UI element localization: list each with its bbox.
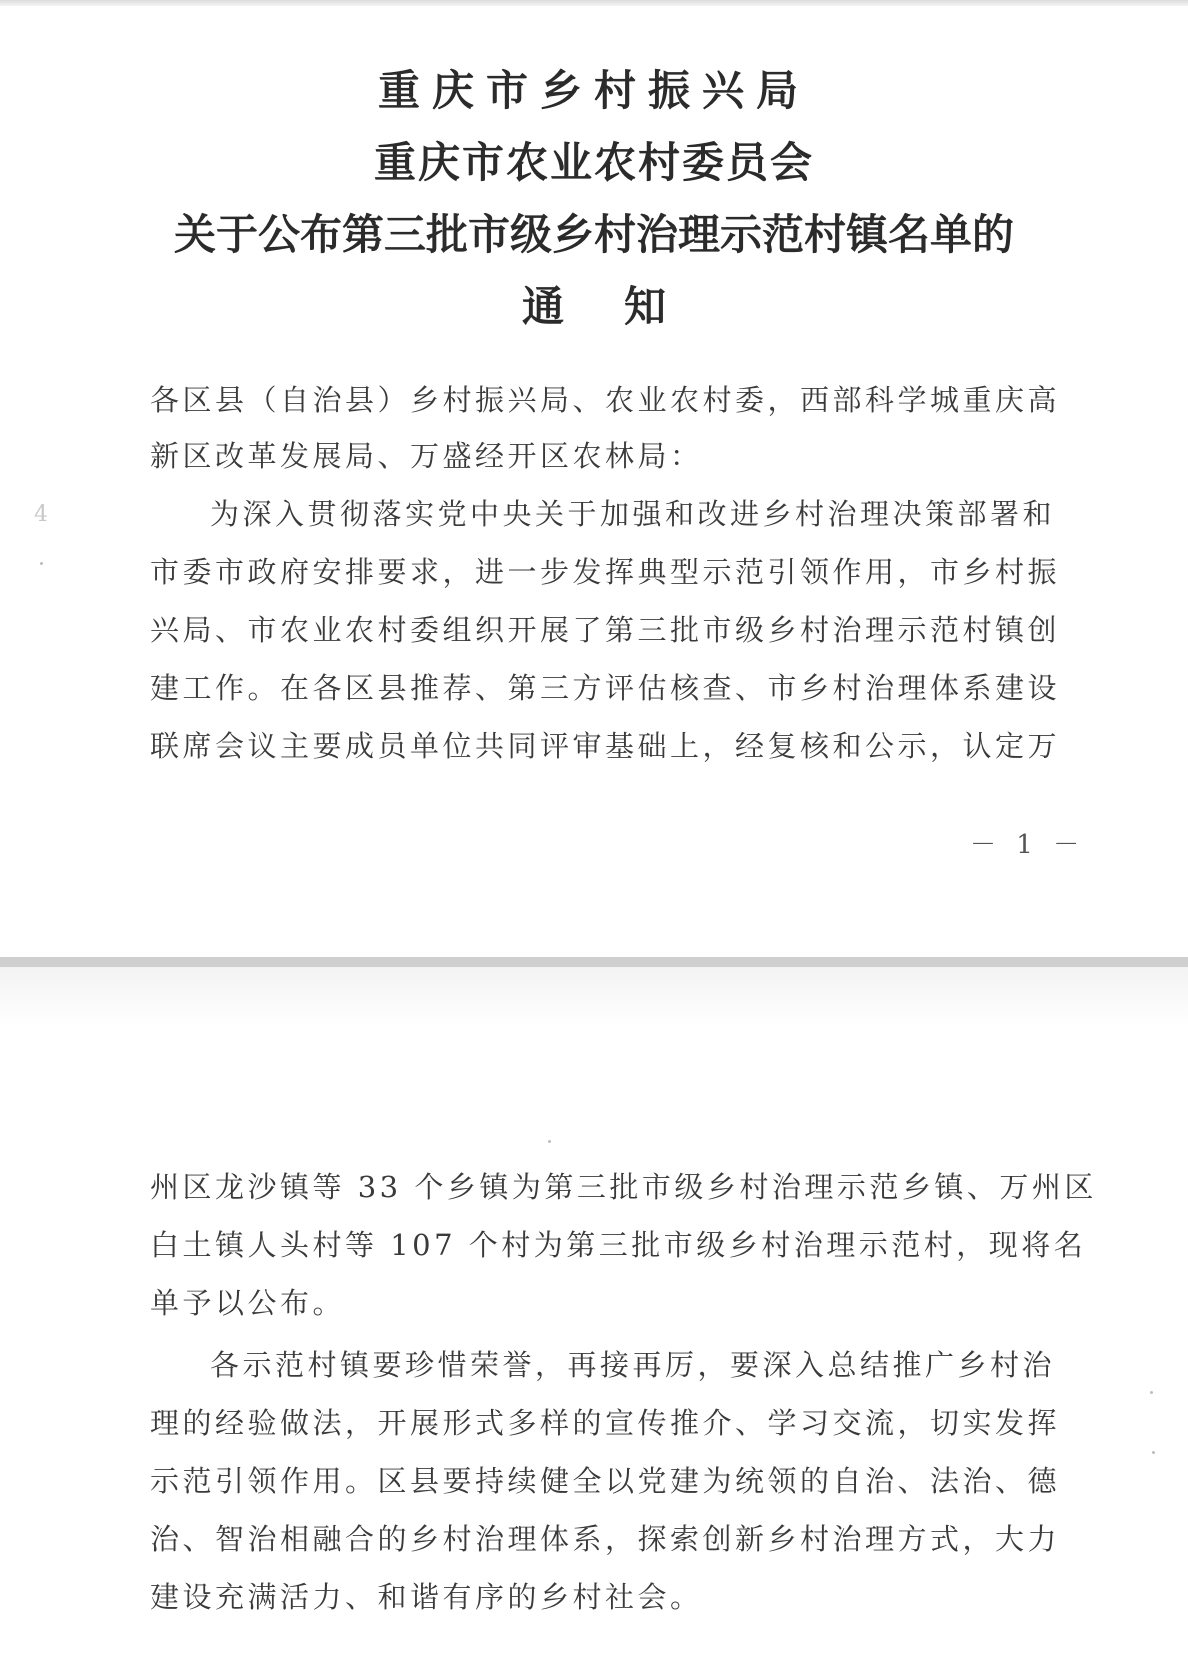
addressee-line-2: 新区改革发展局、万盛经开区农林局： bbox=[150, 439, 703, 473]
body-line: 联席会议主要成员单位共同评审基础上，经复核和公示，认定万 bbox=[150, 729, 1061, 763]
body-line: 为深入贯彻落实党中央关于加强和改进乡村治理决策部署和 bbox=[210, 497, 1056, 531]
page-number: － 1 － bbox=[970, 830, 1086, 860]
document-page-2 bbox=[0, 967, 1188, 1655]
title-line-2: 重庆市农业农村委员会 bbox=[373, 138, 814, 187]
body-line: 白土镇人头村等 107 个村为第三批市级乡村治理示范村，现将名 bbox=[150, 1228, 1087, 1262]
body-line: 州区龙沙镇等 33 个乡镇为第三批市级乡村治理示范乡镇、万州区 bbox=[150, 1170, 1097, 1204]
title-line-3: 关于公布第三批市级乡村治理示范村镇名单的 bbox=[173, 210, 1014, 259]
title-line-1: 重庆市乡村振兴局 bbox=[377, 66, 810, 115]
title-line-4: 通知 bbox=[521, 282, 726, 331]
scan-speck bbox=[40, 562, 43, 565]
body-line: 兴局、市农业农村委组织开展了第三批市级乡村治理示范村镇创 bbox=[150, 613, 1061, 647]
body-line: 示范引领作用。区县要持续健全以党建为统领的自治、法治、德 bbox=[150, 1464, 1061, 1498]
body-line: 理的经验做法，开展形式多样的宣传推介、学习交流，切实发挥 bbox=[150, 1406, 1061, 1440]
body-line: 各示范村镇要珍惜荣誉，再接再厉，要深入总结推广乡村治 bbox=[210, 1348, 1056, 1382]
body-line: 市委市政府安排要求，进一步发挥典型示范引领作用，市乡村振 bbox=[150, 555, 1061, 589]
scan-speck bbox=[1150, 1391, 1153, 1394]
body-line: 建工作。在各区县推荐、第三方评估核查、市乡村治理体系建设 bbox=[150, 671, 1061, 705]
scan-speck bbox=[1152, 1451, 1155, 1454]
page-separator bbox=[0, 957, 1188, 967]
scan-speck bbox=[548, 1140, 551, 1143]
addressee-line-1: 各区县（自治县）乡村振兴局、农业农村委，西部科学城重庆高 bbox=[150, 383, 1061, 417]
document-page-1 bbox=[0, 6, 1188, 957]
body-line: 建设充满活力、和谐有序的乡村社会。 bbox=[150, 1580, 703, 1614]
body-line: 治、智治相融合的乡村治理体系，探索创新乡村治理方式，大力 bbox=[150, 1522, 1061, 1556]
body-line: 单予以公布。 bbox=[150, 1286, 346, 1320]
margin-mark: 4 bbox=[34, 502, 48, 527]
